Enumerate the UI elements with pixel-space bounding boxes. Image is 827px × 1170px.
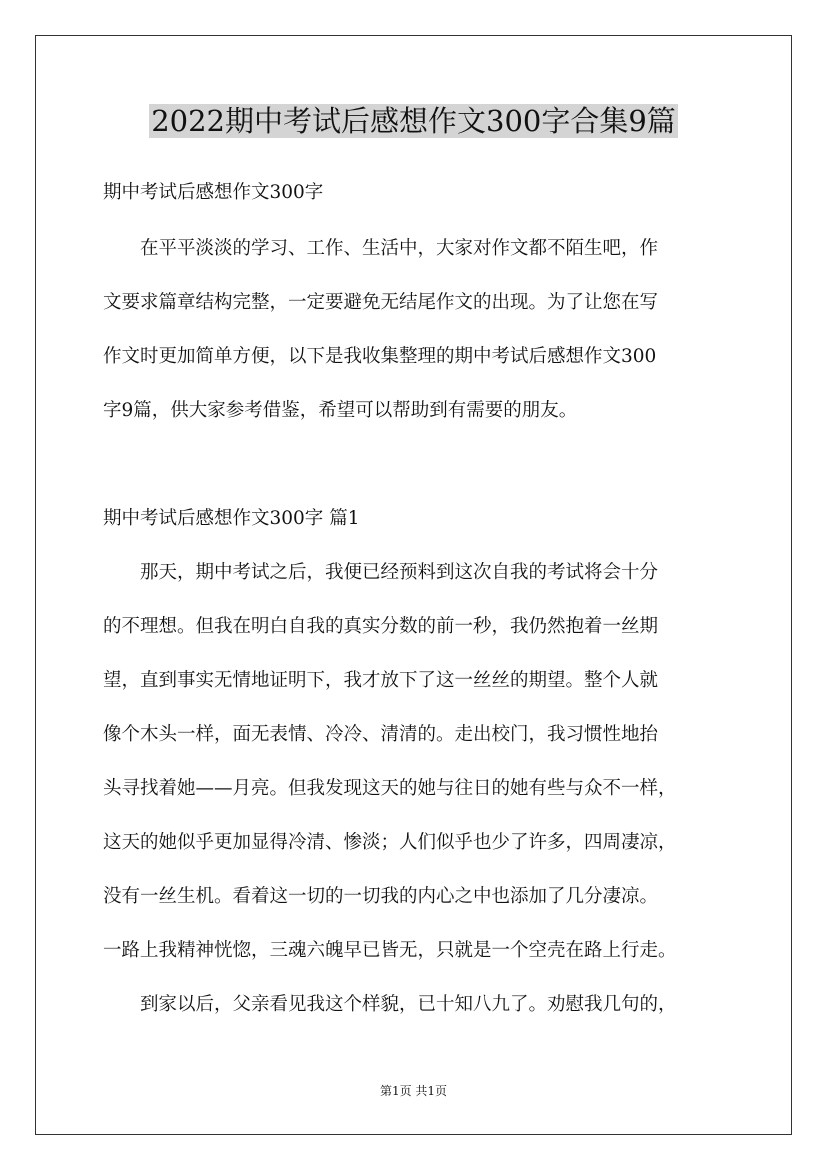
paragraph-line: 像个木头一样，面无表情、冷冷、清清的。走出校门，我习惯性地抬 [103, 724, 659, 745]
intro-line: 作文时更加简单方便，以下是我收集整理的期中考试后感想作文300 [103, 346, 657, 367]
paragraph-line: 一路上我精神恍惚，三魂六魄早已皆无，只就是一个空壳在路上行走。 [103, 940, 677, 961]
paragraph-line: 头寻找着她——月亮。但我发现这天的她与往日的她有些与众不一样， [103, 778, 677, 799]
paragraph-line: 那天，期中考试之后，我便已经预料到这次自我的考试将会十分 [103, 562, 659, 583]
title-text: 2022期中考试后感想作文300字合集9篇 [151, 104, 676, 138]
intro-heading: 期中考试后感想作文300字 [103, 182, 324, 203]
paragraph-line: 这天的她似乎更加显得冷清、惨淡；人们似乎也少了许多，四周凄凉， [103, 832, 677, 853]
paragraph-line: 到家以后，父亲看见我这个样貌，已十知八九了。劝慰我几句的， [103, 994, 677, 1015]
section-heading: 期中考试后感想作文300字 篇1 [103, 508, 360, 529]
intro-line: 在平平淡淡的学习、工作、生活中，大家对作文都不陌生吧，作 [103, 238, 659, 259]
document-title [0, 100, 827, 142]
paragraph-line: 没有一丝生机。看着这一切的一切我的内心之中也添加了几分凄凉。 [103, 886, 659, 907]
page-footer: 第1页 共1页 [379, 1084, 448, 1098]
paragraph-line: 望，直到事实无情地证明下，我才放下了这一丝丝的期望。整个人就 [103, 670, 659, 691]
intro-line: 文要求篇章结构完整，一定要避免无结尾作文的出现。为了让您在写 [103, 292, 659, 313]
paragraph-line: 的不理想。但我在明白自我的真实分数的前一秒，我仍然抱着一丝期 [103, 616, 659, 637]
intro-line: 字9篇，供大家参考借鉴，希望可以帮助到有需要的朋友。 [103, 400, 578, 421]
